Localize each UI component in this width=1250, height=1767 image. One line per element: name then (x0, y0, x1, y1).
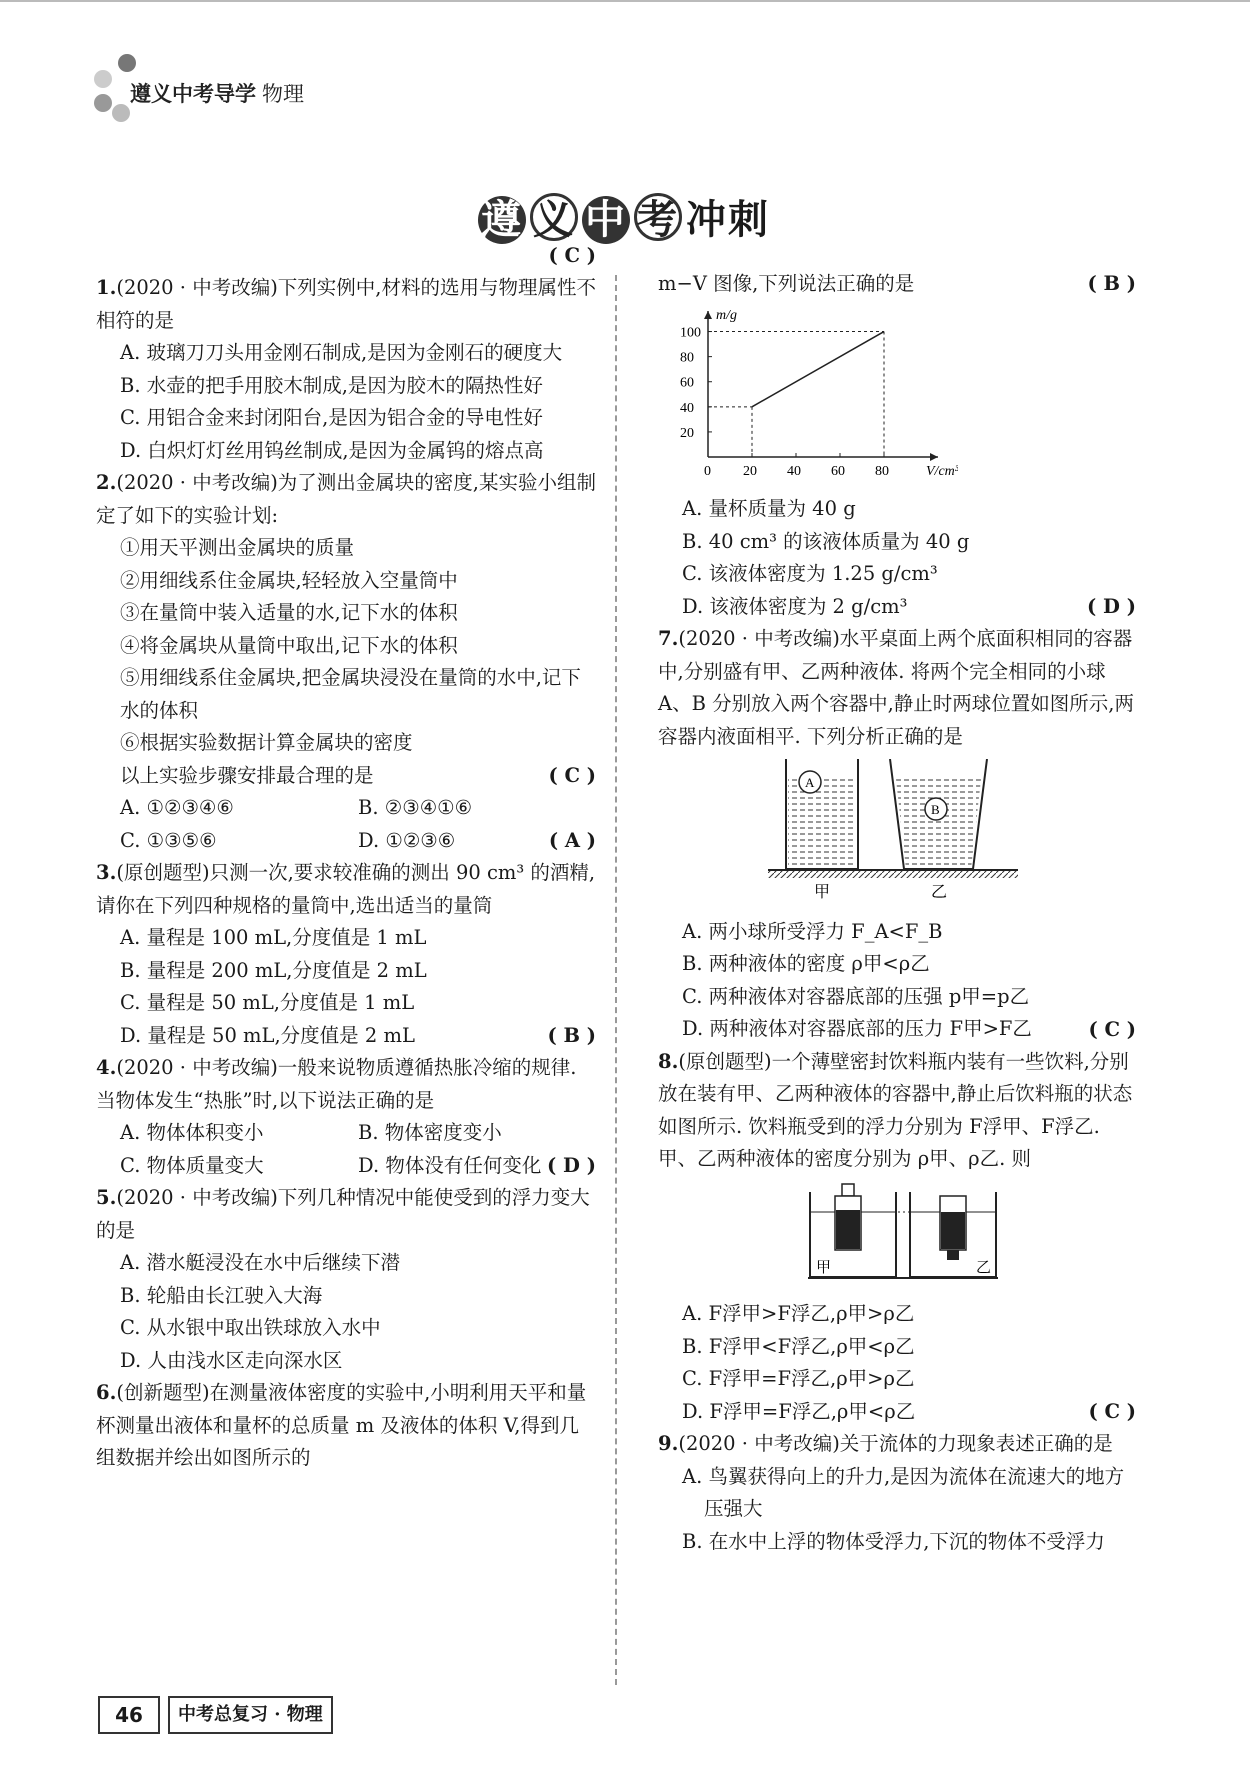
step: ③在量筒中装入适量的水,记下水的体积 (120, 601, 458, 624)
data-line (752, 331, 884, 406)
option: D. 物体没有任何变化 (358, 1153, 542, 1177)
question-number: 8. (658, 1049, 679, 1073)
option: A. 物体体积变小 (120, 1121, 264, 1144)
liquid-jia (788, 779, 856, 869)
option: C. 该液体密度为 1.25 g/cm³ (682, 562, 938, 585)
answer: ( B ) (547, 1024, 596, 1047)
x-tick-label: 80 (875, 463, 889, 477)
option: A. 两小球所受浮力 F_A<F_B (682, 919, 943, 943)
origin-label: 0 (704, 463, 711, 477)
question-number: 2. (96, 471, 117, 494)
option-row (120, 1150, 596, 1183)
question-stem-cont: m−V 图像,下列说法正确的是 (658, 272, 915, 295)
question-number: 4. (96, 1056, 117, 1079)
mv-graph (658, 307, 1136, 488)
option: C. F浮甲=F浮乙,ρ甲>ρ乙 (682, 1367, 915, 1390)
question-stem: (原创题型)只测一次,要求较准确的测出 90 cm³ 的酒精,请你在下列四种规格的量筒中,选出适当的量筒 (96, 861, 596, 917)
x-tick-label: 20 (743, 463, 757, 477)
y-tick-label: 20 (680, 425, 694, 441)
option: D. F浮甲=F浮乙,ρ甲<ρ乙 (682, 1399, 916, 1423)
answer: ( C ) (1088, 1017, 1136, 1041)
question-stem: (2020 · 中考改编)为了测出金属块的密度,某实验小组制定了如下的实验计划: (96, 471, 596, 527)
option: A. 鸟翼获得向上的升力,是因为流体在流速大的地方压强大 (682, 1464, 1125, 1520)
label-jia: 甲 (816, 1257, 832, 1276)
question-stem: (2020 · 中考改编)一般来说物质遵循热胀冷缩的规律. 当物体发生“热胀”时,以下说法正确的是 (96, 1056, 577, 1112)
x-axis-label: V/cm³ (926, 463, 958, 477)
question-6 (96, 1377, 596, 1475)
step: ①用天平测出金属块的质量 (120, 536, 355, 559)
ball-a-label: A (805, 775, 815, 790)
x-tick-label: 60 (831, 463, 845, 477)
question-2 (96, 467, 596, 857)
question-stem: (创新题型)在测量液体密度的实验中,小明利用天平和量杯测量出液体和量杯的总质量 m 及液体的体积 V,得到几组数据并绘出如图所示的 (96, 1381, 587, 1469)
option: B. 物体密度变小 (358, 1121, 502, 1144)
question-1 (96, 244, 596, 467)
hex-dot-icon (94, 70, 112, 88)
option: A. 玻璃刀刀头用金刚石制成,是因为金刚石的硬度大 (120, 341, 563, 364)
label-yi: 乙 (931, 882, 948, 899)
question-number: 6. (96, 1381, 117, 1404)
option: D. 量程是 50 mL,分度值是 2 mL (120, 1023, 415, 1047)
bottles-diagram (808, 1182, 998, 1282)
containers-figure (768, 759, 1136, 910)
question-stem: (2020 · 中考改编)水平桌面上两个底面积相同的容器中,分别盛有甲、乙两种液体. 将两个完全相同的小球 A、B 分别放入两个容器中,静止时两球位置如图所示,两容器内液面相平. 下列分析正确的是 (658, 627, 1135, 748)
question-stem: (2020 · 中考改编)下列实例中,材料的选用与物理属性不相符的是 (96, 276, 596, 332)
question-stem: (2020 · 中考改编)下列几种情况中能使受到的浮力变大的是 (96, 1186, 590, 1242)
page-header (88, 48, 408, 128)
option: A. ①②③④⑥ (120, 796, 234, 819)
answer: ( C ) (1088, 1400, 1136, 1423)
option: D. ①②③⑥ (358, 828, 456, 852)
option: D. 人由浅水区走向深水区 (120, 1348, 343, 1372)
ball-b-label: B (931, 802, 940, 817)
option: B. 在水中上浮的物体受浮力,下沉的物体不受浮力 (682, 1529, 1105, 1553)
option: C. 量程是 50 mL,分度值是 1 mL (120, 991, 415, 1014)
option: B. 量程是 200 mL,分度值是 2 mL (120, 958, 427, 982)
question-stem: (原创题型)一个薄壁密封饮料瓶内装有一些饮料,分别放在装有甲、乙两种液体的容器中,静止后饮料瓶的状态如图所示. 饮料瓶受到的浮力分别为 F浮甲、F浮乙. 甲、乙两种液体的密度分别为 ρ甲、ρ乙. 则 (658, 1049, 1133, 1170)
banner-char: 遵 (478, 196, 526, 244)
option: A. F浮甲>F浮乙,ρ甲>ρ乙 (682, 1302, 915, 1325)
option: B. 水壶的把手用胶木制成,是因为胶木的隔热性好 (120, 373, 543, 397)
option: C. 从水银中取出铁球放入水中 (120, 1316, 381, 1339)
option: D. 两种液体对容器底部的压力 F甲>F乙 (682, 1017, 1032, 1040)
banner-char: 考 (634, 193, 682, 241)
header-series: 遵义中考导学 (130, 82, 256, 106)
answer: ( A ) (548, 829, 596, 852)
answer: ( C ) (548, 763, 596, 787)
mv-chart (658, 307, 958, 477)
option: B. 轮船由长江驶入大海 (120, 1283, 323, 1307)
question-ask: 以上实验步骤安排最合理的是 (120, 763, 374, 787)
option: C. ①③⑤⑥ (120, 828, 217, 852)
right-column (658, 268, 1136, 1558)
answer: ( D ) (547, 1154, 596, 1177)
x-axis-arrow-icon (930, 453, 938, 461)
option: C. 用铝合金来封闭阳台,是因为铝合金的导电性好 (120, 406, 543, 429)
page-number: 46 (98, 1696, 160, 1734)
bottle-cap (947, 1250, 959, 1260)
option: A. 量程是 100 mL,分度值是 1 mL (120, 926, 427, 949)
hex-dot-icon (94, 94, 112, 112)
top-rule (0, 0, 1250, 2)
x-tick-label: 40 (787, 463, 801, 477)
step: ⑥根据实验数据计算金属块的密度 (120, 731, 413, 754)
question-number: 7. (658, 627, 679, 650)
option: A. 潜水艇浸没在水中后继续下潜 (120, 1251, 400, 1274)
step: ⑤用细线系住金属块,把金属块浸没在量筒的水中,记下水的体积 (120, 666, 581, 722)
answer: ( C ) (548, 244, 596, 267)
hex-dot-icon (118, 54, 136, 72)
header-subject: 物理 (262, 82, 304, 106)
left-column (96, 244, 596, 1475)
bottle-yi-drink (941, 1212, 965, 1249)
option: D. 该液体密度为 2 g/cm³ (682, 594, 908, 618)
option: A. 量杯质量为 40 g (682, 497, 856, 520)
footer-title: 中考总复习 · 物理 (168, 1696, 333, 1734)
bottle-cap (842, 1184, 854, 1196)
option: C. 物体质量变大 (120, 1153, 264, 1177)
question-number: 3. (96, 861, 117, 884)
option-row (120, 825, 596, 858)
question-number: 5. (96, 1186, 117, 1209)
banner-char: 刺 (728, 197, 770, 243)
page-footer (98, 1696, 333, 1734)
table-hatch (768, 871, 1018, 878)
label-jia: 甲 (814, 882, 831, 899)
question-stem: (2020 · 中考改编)关于流体的力现象表述正确的是 (678, 1432, 1113, 1455)
hex-dot-icon (112, 104, 130, 122)
step: ②用细线系住金属块,轻轻放入空量筒中 (120, 568, 458, 592)
option: C. 两种液体对容器底部的压强 p甲=p乙 (682, 984, 1030, 1008)
header-title (130, 78, 304, 108)
option: B. F浮甲<F浮乙,ρ甲<ρ乙 (682, 1334, 915, 1358)
bottle-jia-drink (836, 1210, 860, 1249)
y-tick-label: 100 (680, 325, 701, 341)
answer: ( D ) (1087, 595, 1136, 618)
liquid-yi (896, 779, 981, 869)
step: ④将金属块从量筒中取出,记下水的体积 (120, 633, 458, 657)
option-row (120, 1117, 596, 1150)
banner-char: 冲 (686, 197, 728, 243)
y-tick-label: 80 (680, 350, 694, 366)
option-row (120, 792, 596, 825)
option: B. ②③④①⑥ (358, 796, 473, 819)
question-6-cont (658, 268, 1136, 623)
y-tick-label: 40 (680, 400, 694, 416)
option: B. 两种液体的密度 ρ甲<ρ乙 (682, 952, 930, 975)
question-number: 1. (96, 276, 117, 299)
y-tick-label: 60 (680, 375, 694, 391)
answer: ( B ) (1087, 272, 1136, 295)
containers-diagram (768, 759, 1028, 899)
banner-char: 义 (530, 193, 578, 241)
option: B. 40 cm³ 的该液体质量为 40 g (682, 529, 970, 553)
banner-char: 中 (582, 196, 630, 244)
question-number: 9. (658, 1432, 679, 1455)
y-axis-arrow-icon (704, 311, 712, 319)
y-axis-label: m/g (716, 307, 737, 323)
column-divider (615, 275, 617, 1685)
option: D. 白炽灯灯丝用钨丝制成,是因为金属钨的熔点高 (120, 438, 544, 462)
bottles-figure (808, 1182, 1136, 1293)
label-yi: 乙 (976, 1257, 992, 1276)
section-banner (478, 188, 770, 245)
